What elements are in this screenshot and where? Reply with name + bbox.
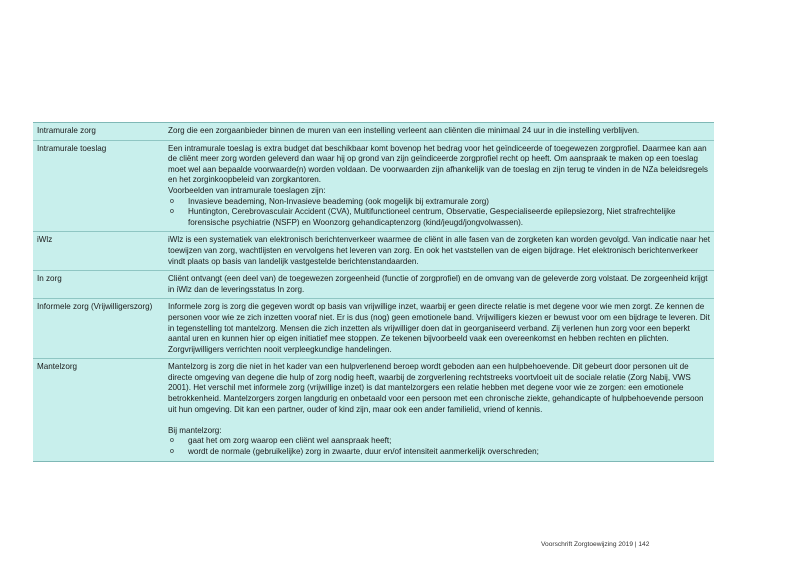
term-cell: In zorg: [33, 271, 165, 299]
term-cell: Intramurale toeslag: [33, 140, 165, 232]
bullet-item: [168, 436, 710, 447]
table-row: [33, 140, 714, 232]
term-cell: Mantelzorg: [33, 359, 165, 461]
definition-cell: [165, 232, 714, 271]
definition-text: iWlz is een systematiek van elektronisch berichtenverkeer waarmee de cliënt in alle fasen van de zorgketen kan worden gevolgd. Van indicatie naar het toewijzen van zorg, wachtlijsten en vervolgens het leveren van zorg. En ook het vaststellen van de eigen bijdrage. Het elektronisch berichtenverkeer vindt plaats op basis van landelijk vastgestelde berichtenstandaarden.: [168, 235, 710, 266]
table-row: [33, 359, 714, 461]
definition-text: Mantelzorg is zorg die niet in het kader van een hulpverlenend beroep wordt geboden aan een hulpbehoevende. Dit gebeurt door personen uit de directe omgeving van degene die hulp of zorg nodig heeft, waarbij de zorgverlening rechtstreeks voortvloeit uit de sociale relatie (Zorg Nabij, VWS 2001). Het verschil met informele zorg (vrijwillige inzet) is dat mantelzorgers een relatie hebben met degene voor wie ze zorgen: een emotionele betrokkenheid. Mantelzorgers zorgen langdurig en onbetaald voor een persoon met een chronische ziekte, gehandicapte of hulpbehoevende persoon uit hun omgeving. Dit kan een partner, ouder of kind zijn, maar ook een ander familielid, vriend of kennis.: [168, 362, 704, 414]
bullet-circle-icon: o: [170, 448, 174, 456]
paragraph-gap: [168, 415, 710, 426]
table-row: [33, 123, 714, 141]
definition-cell: [165, 359, 714, 461]
bullet-text: Huntington, Cerebrovasculair Accident (CVA), Multifunctioneel centrum, Observatie, Gespecialiseerde epilepsiezorg, Niet strafrechtelijke forensische psychiatrie (NSFP) en Woonzorg gehandicaptenzorg (kind/jeugd/jongvolwassen).: [188, 207, 676, 227]
definition-text: Zorg die een zorgaanbieder binnen de muren van een instelling verleent aan cliënten die minimaal 24 uur in die instelling verblijven.: [168, 126, 640, 135]
bullet-text: wordt de normale (gebruikelijke) zorg in zwaarte, duur en/of intensiteit aanmerkelijk overschreden;: [188, 447, 539, 457]
bullet-circle-icon: o: [170, 437, 174, 445]
table-row: [33, 232, 714, 271]
definition-cell: [165, 140, 714, 232]
definition-text: Voorbeelden van intramurale toeslagen zijn:: [168, 185, 326, 195]
definition-text: Cliënt ontvangt (een deel van) de toegewezen zorgeenheid (functie of zorgprofiel) en de omvang van de geleverde zorg volstaat. De zorgeenheid krijgt in iWlz dan de leveringsstatus In zorg.: [168, 274, 708, 294]
glossary-table: [33, 122, 714, 462]
page-footer: Voorschrift Zorgtoewijzing 2019 | 142: [541, 541, 650, 548]
definition-cell: [165, 299, 714, 359]
definition-text: Bij mantelzorg:: [168, 425, 222, 435]
table-row: [33, 271, 714, 299]
bullet-text: gaat het om zorg waarop een cliënt wel aanspraak heeft;: [188, 436, 392, 446]
definition-cell: [165, 271, 714, 299]
bullet-circle-icon: o: [170, 197, 174, 205]
bullet-item: [168, 207, 710, 228]
bullet-circle-icon: o: [170, 208, 174, 216]
bullet-item: [168, 447, 710, 458]
bullet-item: [168, 197, 710, 208]
bullet-text: Invasieve beademing, Non-Invasieve beademing (ook mogelijk bij extramurale zorg): [188, 196, 489, 206]
definition-text: Een intramurale toeslag is extra budget dat beschikbaar komt bovenop het bedrag voor het geïndiceerde of toegewezen zorgprofiel. Daarmee kan aan de cliënt meer zorg worden geleverd dan waar hij op grond van zijn geïndiceerde zorgprofiel recht op heeft. Om aanspraak te maken op een toeslag moet wel aan bepaalde voorwaarde(n) worden voldaan. De voorwaarden zijn afhankelijk van de toeslag en zijn terug te vinden in de NZa beleidsregels en het zorginkoopbeleid van zorgkantoren.: [168, 143, 708, 185]
definition-text: Informele zorg is zorg die gegeven wordt op basis van vrijwillige inzet, waarbij er geen directe relatie is met degene voor wie men zorgt. Ze kennen de personen voor wie ze zich inzetten vooraf niet. Er is dus (nog) geen emotionele band. Vrijwilligers kiezen er bewust voor om een bijdrage te leveren. Dit in tegenstelling tot mantelzorg. Mensen die zich inzetten als vrijwilliger doen dat in georganiseerd verband. Zij verlenen hun zorg voor een beperkt aantal uren en kunnen hier op eigen initiatief mee stoppen. Ze tekenen bijvoorbeeld vaak een overeenkomst en hebben rechten en plichten. Zorgvrijwilligers verrichten nooit verpleegkundige handelingen.: [168, 302, 710, 354]
term-cell: Informele zorg (Vrijwilligerszorg): [33, 299, 165, 359]
term-cell: Intramurale zorg: [37, 126, 96, 135]
definition-cell: [165, 123, 714, 141]
table-row: [33, 299, 714, 359]
term-cell: iWlz: [33, 232, 165, 271]
